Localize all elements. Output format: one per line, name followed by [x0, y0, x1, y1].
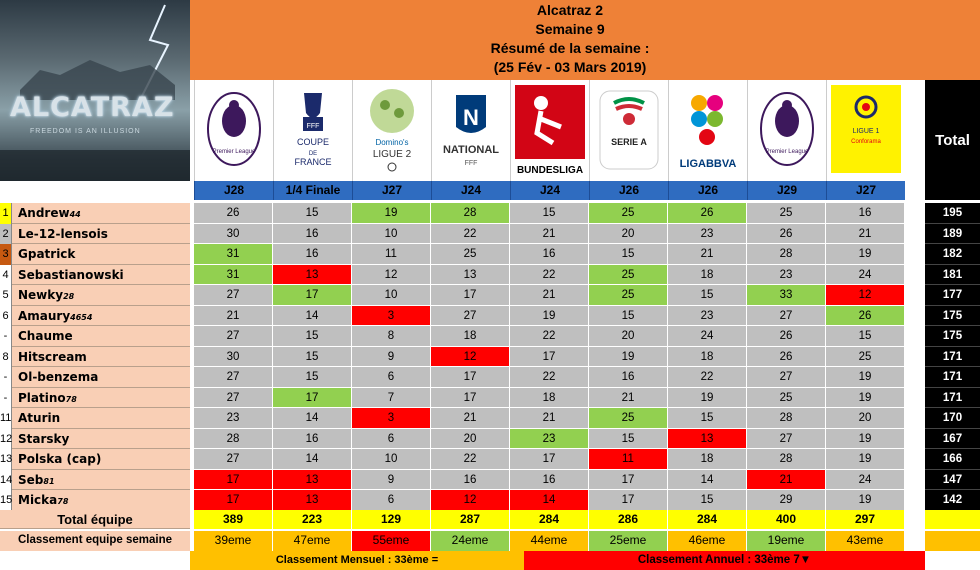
team-class-cell: 55eme: [352, 531, 431, 551]
score-cell: 26: [826, 306, 905, 327]
round-label: J29: [747, 181, 826, 200]
score-cell: 19: [826, 244, 905, 265]
score-cell: 15: [273, 367, 352, 388]
score-cell: 19: [826, 367, 905, 388]
score-cell: 25: [589, 203, 668, 224]
annual-ranking: Classement Annuel : 33ème 7▼: [524, 551, 925, 570]
round-label: 1/4 Finale: [273, 181, 352, 200]
score-cell: 14: [273, 408, 352, 429]
player-name: [12, 244, 190, 265]
score-cell: 9: [352, 347, 431, 368]
player-name-text: Newky: [18, 288, 64, 302]
total-cell: 166: [925, 449, 980, 470]
rank-cell: 12: [0, 429, 12, 450]
team-total-cell: 297: [826, 510, 905, 529]
player-name-text: Gpatrick: [18, 247, 76, 261]
score-cell: 22: [510, 326, 589, 347]
score-cell: 22: [668, 367, 747, 388]
score-cell: 19: [826, 429, 905, 450]
rank-cell: 1: [0, 203, 12, 224]
total-cell: 170: [925, 408, 980, 429]
competition-logo: [273, 80, 352, 181]
score-cell: 13: [273, 470, 352, 491]
rank-cell: 8: [0, 347, 12, 368]
team-class-cell: 46eme: [668, 531, 747, 551]
player-tag: 4654: [70, 312, 93, 322]
table-row: [0, 203, 980, 224]
competition-logo: [668, 80, 747, 181]
score-cell: 17: [431, 285, 510, 306]
score-cell: 18: [668, 265, 747, 286]
score-cell: 26: [668, 203, 747, 224]
player-name: [12, 367, 190, 388]
round-label: J26: [668, 181, 747, 200]
score-cell: 19: [352, 203, 431, 224]
score-cell: 16: [431, 470, 510, 491]
score-cell: 21: [826, 224, 905, 245]
rank-cell: -: [0, 326, 12, 347]
score-cell: 8: [352, 326, 431, 347]
rank-cell: 15: [0, 490, 12, 511]
svg-text:COUPE: COUPE: [296, 136, 330, 147]
player-name-text: Starsky: [18, 431, 70, 446]
team-total-corner: [925, 510, 980, 529]
svg-text:N: N: [463, 104, 479, 130]
score-cell: 16: [273, 244, 352, 265]
score-cell: 23: [747, 265, 826, 286]
score-cell: 28: [747, 449, 826, 470]
liga-bbva-icon: [671, 83, 745, 179]
player-name-text: Ol-benzema: [18, 370, 99, 384]
table-row: [0, 347, 980, 368]
score-cell: 17: [431, 367, 510, 388]
score-cell: 10: [352, 285, 431, 306]
player-name-text: Sebastianowski: [18, 267, 124, 282]
player-name: [12, 306, 190, 327]
ligue-2-icon: [355, 83, 429, 179]
score-cell: 17: [194, 490, 273, 511]
table-row: [0, 306, 980, 327]
player-name-text: Polska (cap): [18, 452, 102, 466]
score-cell: 27: [194, 326, 273, 347]
score-cell: 27: [747, 306, 826, 327]
total-header: Total: [925, 80, 980, 200]
score-cell: 25: [589, 265, 668, 286]
round-row-spacer: [0, 181, 194, 200]
player-name: [12, 203, 190, 224]
score-cell: 15: [668, 285, 747, 306]
score-cell: 15: [589, 306, 668, 327]
rank-cell: 11: [0, 408, 12, 429]
score-cell: 15: [826, 326, 905, 347]
score-cell: 21: [510, 224, 589, 245]
total-cell: 171: [925, 388, 980, 409]
player-tag: 78: [57, 497, 69, 506]
score-cell: 14: [273, 306, 352, 327]
team-total-row: [0, 510, 980, 529]
alcatraz-logo: [0, 0, 190, 200]
player-name: [12, 470, 190, 491]
national-icon: [434, 83, 508, 179]
total-cell: 181: [925, 265, 980, 286]
svg-text:LIGUE 2: LIGUE 2: [372, 148, 412, 160]
score-cell: 16: [510, 244, 589, 265]
score-cell: 14: [668, 470, 747, 491]
score-cell: 21: [510, 408, 589, 429]
score-cell: 26: [194, 203, 273, 224]
score-cell: 21: [194, 306, 273, 327]
logo-title: ALCATRAZ: [10, 92, 175, 123]
score-cell: 27: [194, 285, 273, 306]
table-row: [0, 367, 980, 388]
score-cell: 28: [747, 244, 826, 265]
total-cell: 175: [925, 306, 980, 327]
table-row: [0, 449, 980, 470]
player-name-text: Andrew: [18, 206, 70, 220]
score-cell: 15: [589, 244, 668, 265]
round-label: J26: [589, 181, 668, 200]
player-name-text: Chaume: [18, 329, 73, 343]
score-cell: 24: [668, 326, 747, 347]
rank-cell: 6: [0, 306, 12, 327]
score-cell: 28: [431, 203, 510, 224]
score-cell: 6: [352, 490, 431, 511]
total-cell: 171: [925, 347, 980, 368]
competition-logo: [826, 80, 905, 181]
score-cell: 14: [510, 490, 589, 511]
score-cell: 19: [826, 490, 905, 511]
score-cell: 21: [668, 244, 747, 265]
total-cell: 171: [925, 367, 980, 388]
score-cell: 18: [668, 449, 747, 470]
score-cell: 17: [431, 388, 510, 409]
page-header: [190, 0, 950, 80]
rank-cell: 4: [0, 265, 12, 286]
score-cell: 15: [668, 408, 747, 429]
score-cell: 16: [273, 429, 352, 450]
score-cell: 15: [668, 490, 747, 511]
score-cell: 15: [273, 326, 352, 347]
score-cell: 7: [352, 388, 431, 409]
svg-text:Premier League: Premier League: [212, 148, 256, 155]
rank-cell: -: [0, 388, 12, 409]
score-cell: 16: [273, 224, 352, 245]
score-cell: 15: [273, 347, 352, 368]
score-cell: 27: [194, 449, 273, 470]
score-cell: 23: [668, 306, 747, 327]
score-cell: 17: [273, 285, 352, 306]
rank-cell: -: [0, 367, 12, 388]
table-row: [0, 429, 980, 450]
svg-text:Premier League: Premier League: [765, 148, 809, 155]
score-cell: 22: [431, 449, 510, 470]
table-row: [0, 388, 980, 409]
score-cell: 23: [510, 429, 589, 450]
round-label: J24: [510, 181, 589, 200]
score-cell: 3: [352, 408, 431, 429]
player-name: [12, 326, 190, 347]
player-name: [12, 490, 190, 511]
score-cell: 27: [747, 429, 826, 450]
score-cell: 24: [826, 470, 905, 491]
score-cell: 21: [747, 470, 826, 491]
serie-a-icon: [592, 83, 666, 179]
score-cell: 10: [352, 224, 431, 245]
total-cell: 189: [925, 224, 980, 245]
team-class-cell: 24eme: [431, 531, 510, 551]
player-tag: 81: [43, 476, 55, 486]
score-cell: 25: [589, 285, 668, 306]
round-label: J28: [194, 181, 273, 200]
score-cell: 22: [510, 265, 589, 286]
player-name: [12, 265, 190, 286]
league-name: Alcatraz 2: [536, 2, 604, 18]
player-name-text: Aturin: [18, 411, 61, 425]
ligue-1-icon: [829, 83, 903, 179]
table-row: [0, 265, 980, 286]
score-cell: 21: [510, 285, 589, 306]
score-cell: 14: [273, 449, 352, 470]
total-cell: 177: [925, 285, 980, 306]
score-cell: 26: [747, 224, 826, 245]
premier-league-icon: [197, 83, 271, 179]
svg-text:NATIONAL: NATIONAL: [442, 143, 500, 156]
total-cell: 147: [925, 470, 980, 491]
player-name: [12, 449, 190, 470]
week-label: Semaine 9: [535, 21, 605, 37]
team-total-cell: 286: [589, 510, 668, 529]
table-row: [0, 244, 980, 265]
score-cell: 22: [510, 367, 589, 388]
team-total-cell: 400: [747, 510, 826, 529]
score-cell: 17: [510, 347, 589, 368]
table-row: [0, 285, 980, 306]
score-cell: 12: [431, 347, 510, 368]
player-name-text: Le-12-lensois: [18, 226, 108, 241]
score-cell: 11: [589, 449, 668, 470]
score-cell: 17: [194, 470, 273, 491]
score-cell: 20: [589, 224, 668, 245]
player-name: [12, 347, 190, 368]
score-cell: 31: [194, 244, 273, 265]
score-cell: 24: [826, 265, 905, 286]
svg-text:LIGUE 1: LIGUE 1: [852, 127, 880, 135]
rank-cell: 14: [0, 470, 12, 491]
score-cell: 31: [194, 265, 273, 286]
team-class-cell: 43eme: [826, 531, 905, 551]
table-row: [0, 224, 980, 245]
score-cell: 17: [273, 388, 352, 409]
score-cell: 18: [431, 326, 510, 347]
svg-text:LIGABBVA: LIGABBVA: [679, 157, 737, 170]
score-cell: 19: [668, 388, 747, 409]
svg-text:Domino's: Domino's: [375, 137, 409, 147]
rank-cell: 3: [0, 244, 12, 265]
score-cell: 25: [747, 388, 826, 409]
svg-text:FFF: FFF: [464, 159, 478, 167]
score-cell: 33: [747, 285, 826, 306]
rank-cell: 13: [0, 449, 12, 470]
score-cell: 19: [510, 306, 589, 327]
total-cell: 182: [925, 244, 980, 265]
competition-logo: [589, 80, 668, 181]
score-cell: 20: [431, 429, 510, 450]
score-cell: 27: [431, 306, 510, 327]
score-cell: 29: [747, 490, 826, 511]
player-name: [12, 429, 190, 450]
score-cell: 25: [589, 408, 668, 429]
score-cell: 23: [668, 224, 747, 245]
score-cell: 25: [826, 347, 905, 368]
score-cell: 12: [352, 265, 431, 286]
player-name: [12, 285, 190, 306]
table-row: [0, 490, 980, 511]
team-total-label: Total équipe: [0, 510, 190, 529]
score-cell: 9: [352, 470, 431, 491]
player-name-text: Seb: [18, 472, 44, 487]
score-cell: 17: [589, 490, 668, 511]
team-total-cell: 129: [352, 510, 431, 529]
score-cell: 16: [826, 203, 905, 224]
svg-text:FFF: FFF: [306, 122, 320, 130]
rank-cell: 5: [0, 285, 12, 306]
score-cell: 20: [589, 326, 668, 347]
team-class-cell: 25eme: [589, 531, 668, 551]
date-range: (25 Fév - 03 Mars 2019): [493, 59, 647, 75]
score-cell: 30: [194, 347, 273, 368]
score-cell: 19: [589, 347, 668, 368]
team-total-cell: 287: [431, 510, 510, 529]
svg-text:BUNDESLIGA: BUNDESLIGA: [516, 164, 584, 176]
score-cell: 11: [352, 244, 431, 265]
rank-cell: 2: [0, 224, 12, 245]
svg-text:Conforama: Conforama: [851, 138, 881, 145]
score-cell: 28: [747, 408, 826, 429]
team-class-cell: 47eme: [273, 531, 352, 551]
round-label: J27: [826, 181, 905, 200]
round-label: J24: [431, 181, 510, 200]
total-cell: 142: [925, 490, 980, 511]
score-cell: 26: [747, 326, 826, 347]
score-cell: 17: [510, 449, 589, 470]
score-cell: 3: [352, 306, 431, 327]
player-name-text: Hitscream: [18, 349, 87, 364]
player-name-text: Amaury: [18, 308, 71, 323]
team-class-cell: 19eme: [747, 531, 826, 551]
total-cell: 167: [925, 429, 980, 450]
team-class-row: [0, 531, 980, 551]
score-cell: 21: [431, 408, 510, 429]
score-cell: 20: [826, 408, 905, 429]
team-class-cell: 44eme: [510, 531, 589, 551]
score-cell: 6: [352, 367, 431, 388]
player-tag: 28: [63, 292, 75, 301]
svg-text:DE: DE: [308, 150, 318, 157]
team-class-cell: 39eme: [194, 531, 273, 551]
score-cell: 10: [352, 449, 431, 470]
competition-logo: [747, 80, 826, 181]
total-cell: 195: [925, 203, 980, 224]
score-cell: 13: [668, 429, 747, 450]
competition-logo: [431, 80, 510, 181]
score-cell: 13: [273, 265, 352, 286]
player-name-text: Platino: [18, 390, 66, 405]
logo-subtitle: FREEDOM IS AN ILLUSION: [30, 128, 141, 135]
score-cell: 18: [510, 388, 589, 409]
score-cell: 30: [194, 224, 273, 245]
total-cell: 175: [925, 326, 980, 347]
score-cell: 21: [589, 388, 668, 409]
score-cell: 26: [747, 347, 826, 368]
monthly-ranking: Classement Mensuel : 33ème =: [190, 551, 524, 570]
score-cell: 16: [510, 470, 589, 491]
premier-league-icon: [750, 83, 824, 179]
score-cell: 27: [194, 367, 273, 388]
player-name: [12, 224, 190, 245]
competition-logo: [510, 80, 589, 181]
team-total-cell: 284: [510, 510, 589, 529]
score-cell: 19: [826, 388, 905, 409]
player-name: [12, 388, 190, 409]
score-cell: 27: [747, 367, 826, 388]
score-cell: 25: [747, 203, 826, 224]
score-cell: 12: [826, 285, 905, 306]
score-cell: 28: [194, 429, 273, 450]
table-row: [0, 408, 980, 429]
team-total-cell: 223: [273, 510, 352, 529]
round-label: J27: [352, 181, 431, 200]
competition-logo: [352, 80, 431, 181]
coupe-de-france-icon: [276, 83, 350, 179]
score-cell: 16: [589, 367, 668, 388]
score-cell: 12: [431, 490, 510, 511]
table-row: [0, 326, 980, 347]
summary-label: Résumé de la semaine :: [490, 40, 650, 56]
score-cell: 13: [273, 490, 352, 511]
score-cell: 15: [589, 429, 668, 450]
score-cell: 13: [431, 265, 510, 286]
table-row: [0, 470, 980, 491]
player-name: [12, 408, 190, 429]
score-cell: 15: [273, 203, 352, 224]
score-cell: 22: [431, 224, 510, 245]
team-total-cell: 284: [668, 510, 747, 529]
score-cell: 27: [194, 388, 273, 409]
player-tag: 78: [65, 394, 77, 404]
score-cell: 18: [668, 347, 747, 368]
score-cell: 25: [431, 244, 510, 265]
score-cell: 15: [510, 203, 589, 224]
team-total-cell: 389: [194, 510, 273, 529]
player-name-text: Micka: [18, 493, 58, 507]
header-corner: [950, 0, 980, 80]
svg-text:SERIE A: SERIE A: [611, 136, 647, 147]
score-cell: 17: [589, 470, 668, 491]
bundesliga-icon: [513, 83, 587, 179]
team-class-label: Classement equipe semaine: [0, 531, 190, 551]
competition-logo: [194, 80, 273, 181]
score-cell: 23: [194, 408, 273, 429]
svg-text:FRANCE: FRANCE: [294, 156, 332, 167]
score-cell: 6: [352, 429, 431, 450]
player-tag: 44: [69, 210, 81, 219]
score-cell: 19: [826, 449, 905, 470]
